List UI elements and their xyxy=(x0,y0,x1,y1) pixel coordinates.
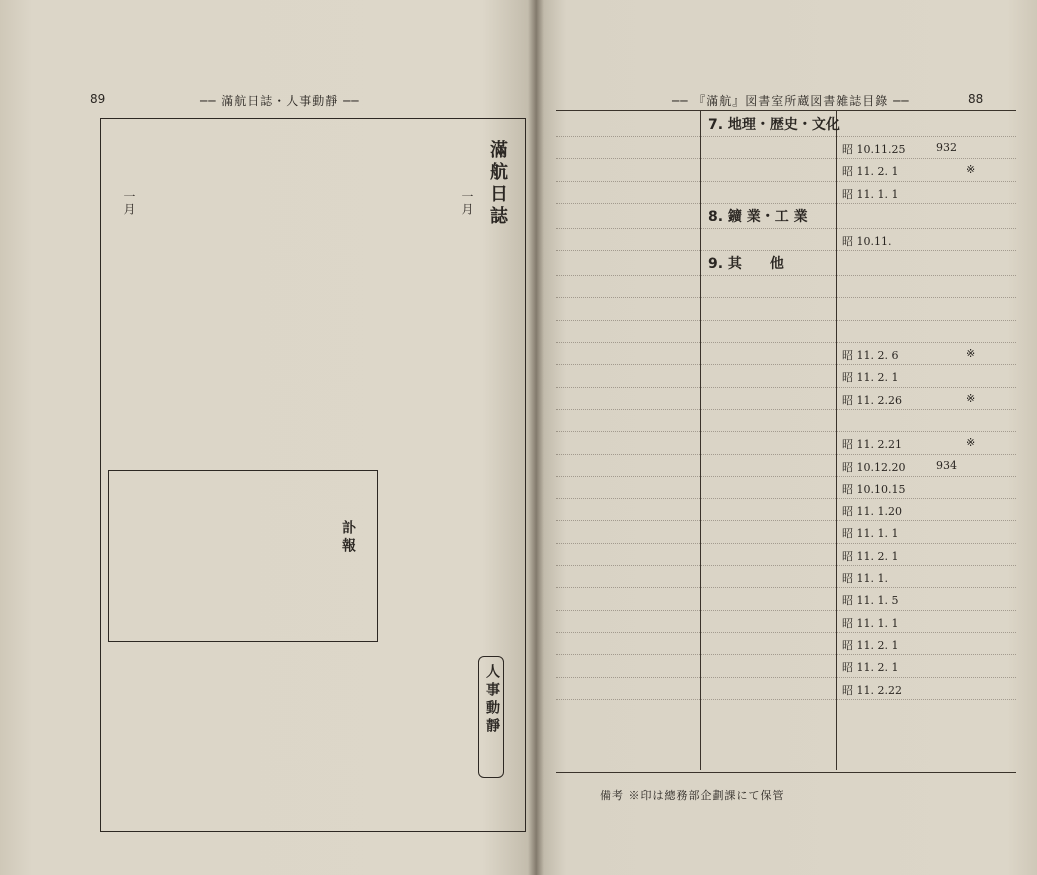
class-code: 934 xyxy=(936,458,957,472)
table-row xyxy=(556,611,1016,633)
publication-date: 昭 11. 1. 1 xyxy=(842,527,899,541)
table-row xyxy=(556,521,1016,543)
publication-date: 昭 11. 2. 1 xyxy=(842,549,899,563)
storage-mark: ※ xyxy=(966,347,976,361)
section-heading: 8. 鑛 業・工 業 xyxy=(708,208,808,225)
publication-date: 昭 11. 2. 1 xyxy=(842,661,899,675)
table-row xyxy=(556,229,1016,251)
table-bottom-rule xyxy=(556,772,1016,773)
table-row xyxy=(556,499,1016,521)
publication-date: 昭 10.10.15 xyxy=(842,482,906,496)
table-row xyxy=(556,159,1016,181)
section-heading: 7. 地理・歴史・文化 xyxy=(708,117,840,133)
publication-date: 昭 10.11.25 xyxy=(842,143,906,156)
table-row xyxy=(556,365,1016,387)
publication-date: 昭 11. 1.20 xyxy=(842,505,902,519)
obituary-title: 訃報 xyxy=(340,520,356,556)
table-row xyxy=(556,588,1016,610)
publication-date: 昭 11. 1. 1 xyxy=(842,187,899,201)
personnel-title: 人事動靜 xyxy=(484,664,500,736)
section-heading-row xyxy=(556,204,1016,229)
publication-date: 昭 11. 2. 1 xyxy=(842,165,899,179)
table-row xyxy=(556,455,1016,477)
publication-date: 昭 11. 2.22 xyxy=(842,683,902,697)
table-row xyxy=(556,410,1016,432)
storage-mark: ※ xyxy=(966,436,976,450)
table-row xyxy=(556,388,1016,410)
publication-date: 昭 10.11. xyxy=(842,234,892,248)
storage-mark: ※ xyxy=(966,163,976,177)
section-heading-row xyxy=(556,112,1016,137)
month-heading-lower: 一月 xyxy=(122,190,136,216)
table-row xyxy=(556,137,1016,159)
table-row xyxy=(556,343,1016,365)
table-row xyxy=(556,432,1016,454)
diary-title: 滿航日誌 xyxy=(487,140,508,228)
publication-date: 昭 11. 1. xyxy=(842,572,888,586)
table-row xyxy=(556,321,1016,343)
table-row xyxy=(556,544,1016,566)
publication-date: 昭 11. 1. 5 xyxy=(842,594,899,608)
table-top-rule xyxy=(556,110,1016,111)
table-row xyxy=(556,276,1016,298)
publication-date: 昭 11. 2. 1 xyxy=(842,371,899,385)
table-row xyxy=(556,298,1016,320)
table-row xyxy=(556,678,1016,700)
page-number: 89 xyxy=(90,92,106,106)
page-number-right: 88 xyxy=(968,92,984,106)
publication-date: 昭 11. 2.26 xyxy=(842,393,902,407)
section-heading: 9. 其 他 xyxy=(708,256,784,273)
month-heading: 一月 xyxy=(460,190,474,216)
table-row xyxy=(556,566,1016,588)
publication-date: 昭 11. 2. 1 xyxy=(842,638,899,652)
publication-date: 昭 11. 2. 6 xyxy=(842,349,899,363)
running-head-right: ── 『滿航』図書室所蔵図書雑誌目錄 ── xyxy=(672,94,910,108)
class-code: 932 xyxy=(936,141,957,154)
storage-mark: ※ xyxy=(966,391,976,405)
obituary-box xyxy=(108,470,378,642)
publication-date: 昭 11. 2.21 xyxy=(842,438,902,452)
table-row xyxy=(556,477,1016,499)
section-heading-row xyxy=(556,251,1016,276)
book-gutter xyxy=(528,0,544,875)
footnote: 備考 ※印は總務部企劃課にて保管 xyxy=(600,789,785,802)
running-head: ── 滿航日誌・人事動靜 ── xyxy=(200,94,360,108)
table-row xyxy=(556,182,1016,204)
table-row xyxy=(556,655,1016,677)
table-row xyxy=(556,633,1016,655)
catalog-table xyxy=(556,112,1016,700)
publication-date: 昭 11. 1. 1 xyxy=(842,616,899,630)
publication-date: 昭 10.12.20 xyxy=(842,460,906,474)
